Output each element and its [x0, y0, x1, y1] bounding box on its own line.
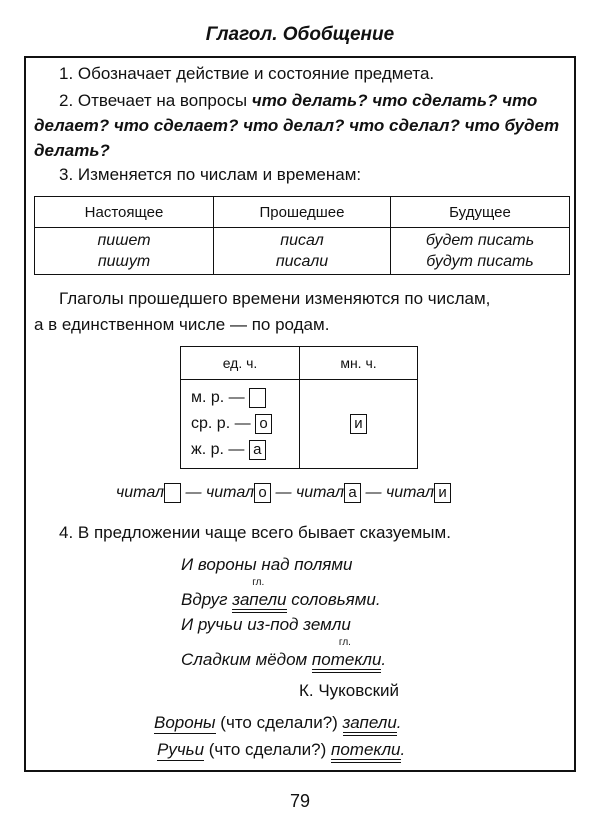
analysis-predicate-1: запели [343, 713, 397, 736]
ending-box-masculine [249, 388, 266, 408]
tense-table-header [35, 197, 570, 228]
gender-label-neuter: ср. р. — [191, 415, 251, 432]
tense-future-plural: будут писать [426, 253, 534, 270]
tense-cell-future [391, 228, 570, 275]
poem-line-2-pre: Вдруг [181, 590, 233, 609]
poem-verb-1-text: запели [232, 590, 286, 613]
endings-stem-4: читал [385, 484, 435, 502]
analysis-line-2 [157, 740, 405, 760]
endings-stem-1: читал [116, 484, 165, 502]
tense-present-singular: пишет [97, 232, 151, 249]
analysis-end-2: . [400, 740, 406, 759]
endings-line [116, 483, 451, 503]
page-title: Глагол. Обобщение [205, 24, 395, 45]
item-2-line-1 [59, 91, 537, 111]
analysis-question-1: (что сделали?) [215, 713, 343, 732]
item-2-prefix: 2. Отвечает на вопросы [59, 91, 252, 110]
gender-row-feminine [181, 437, 299, 463]
ending-box-feminine: а [249, 440, 266, 460]
tense-present-plural: пишут [97, 253, 151, 270]
poem-line-2-post: соловьями. [286, 590, 381, 609]
ending-box-plural: и [350, 414, 367, 434]
gender-label-masculine: м. р. — [191, 389, 245, 406]
gender-table-body [181, 380, 418, 469]
item-2-questions-2: делает? что сделает? что делал? что сделал? что будет [34, 116, 560, 135]
tense-past-plural: писали [275, 253, 329, 270]
item-2-questions-3: делать? [34, 141, 110, 160]
poem-verb-2 [311, 637, 382, 670]
tense-cell-past [214, 228, 391, 275]
poem-line-4 [181, 637, 387, 670]
ending-box-neuter: о [255, 414, 272, 434]
tense-cell-present [35, 228, 214, 275]
analysis-subject-2: Ручьи [157, 740, 205, 759]
endings-stem-2: читал [205, 484, 255, 502]
item-4: 4. В предложении чаще всего бывает сказуемым. [59, 523, 451, 542]
endings-dash-3: — [365, 484, 382, 502]
endings-box-4: и [434, 483, 451, 503]
poem-line-1: И вороны над полями [181, 555, 353, 574]
tense-future-singular: будет писать [425, 232, 535, 249]
item-1: 1. Обозначает действие и состояние предмета. [59, 64, 435, 83]
gender-table [180, 346, 418, 469]
analysis-subject-1: Вороны [154, 713, 216, 732]
tense-table-body [35, 228, 570, 275]
poem-line-4-post: . [381, 650, 387, 669]
poem-line-3: И ручьи из-под земли [181, 615, 351, 634]
tense-table [34, 196, 570, 275]
tense-past-singular: писал [280, 232, 324, 249]
poem-verb-2-text: потекли [312, 650, 382, 673]
endings-stem-3: читал [295, 484, 345, 502]
poem-line-4-pre: Сладким мёдом [181, 650, 312, 669]
endings-dash-1: — [185, 484, 202, 502]
gender-label-feminine: ж. р. — [191, 441, 245, 458]
tense-header-future: Будущее [391, 197, 570, 228]
gender-row-masculine [181, 385, 299, 411]
tense-header-past: Прошедшее [214, 197, 391, 228]
endings-box-2: о [254, 483, 271, 503]
past-note-line-1: Глаголы прошедшего времени изменяются по числам, [59, 289, 491, 308]
tense-header-present: Настоящее [35, 197, 214, 228]
gender-header-plural: мн. ч. [300, 347, 418, 380]
gender-table-header [181, 347, 418, 380]
past-note-line-2: а в единственном числе — по родам. [34, 315, 330, 334]
poem-line-2 [181, 577, 381, 610]
gender-plural-cell [300, 380, 418, 469]
gender-header-singular: ед. ч. [181, 347, 300, 380]
gender-row-neuter [181, 411, 299, 437]
item-3: 3. Изменяется по числам и временам: [59, 165, 362, 184]
item-2-questions-1: что делать? что сделать? что [251, 91, 538, 110]
verb-mark-2: гл. [338, 637, 351, 648]
verb-mark-1: гл. [252, 577, 265, 588]
endings-box-1 [164, 483, 181, 503]
poem-verb-1 [232, 577, 287, 610]
page-number: 79 [289, 791, 311, 811]
gender-singular-cell [181, 380, 300, 469]
poem-author: К. Чуковский [299, 681, 400, 700]
analysis-predicate-2: потекли [331, 740, 401, 763]
endings-box-3: а [344, 483, 361, 503]
endings-dash-2: — [275, 484, 292, 502]
analysis-question-2: (что сделали?) [204, 740, 331, 759]
analysis-end-1: . [396, 713, 402, 732]
analysis-line-1 [154, 713, 402, 733]
